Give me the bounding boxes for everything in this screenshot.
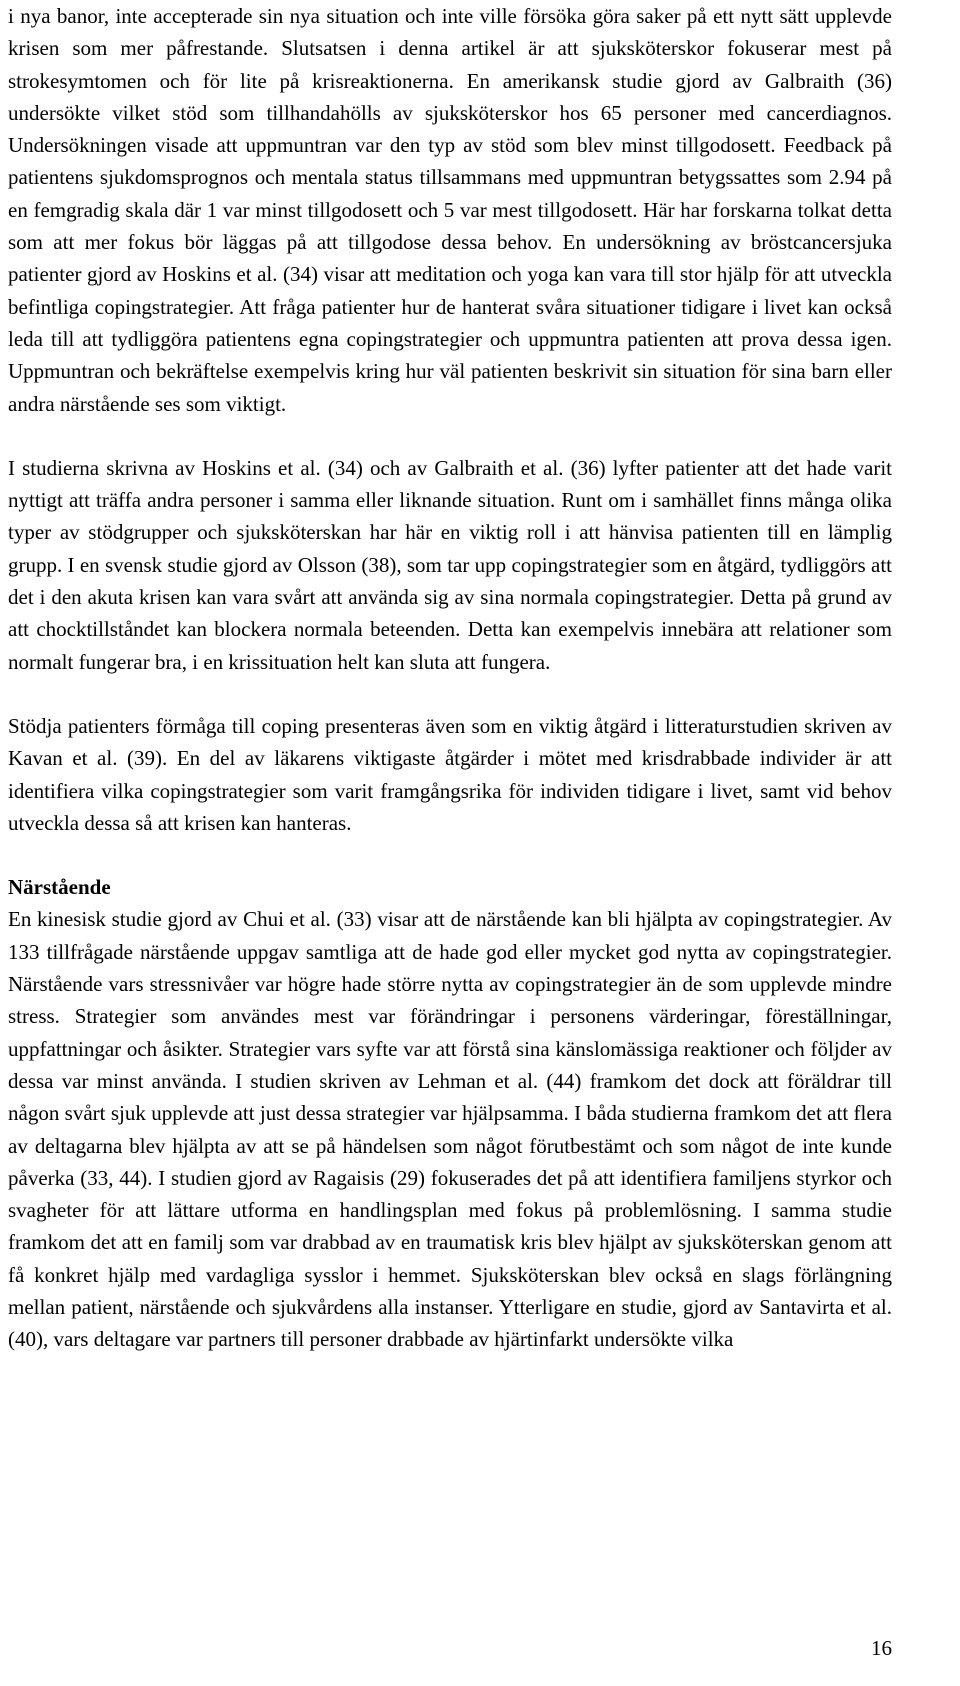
paragraph-spacer xyxy=(8,678,892,710)
body-paragraph-3: Stödja patienters förmåga till coping presenteras även som en viktig åtgärd i litteraturstudien skriven av Kavan et al. (39). En del av läkarens viktigaste åtgärder i mötet med krisdrabbade individer är att identifiera vilka copingstrategier som varit framgångsrika för individen tidigare i livet, samt vid behov utveckla dessa så att krisen kan hanteras. xyxy=(8,713,892,835)
body-paragraph-1: i nya banor, inte accepterade sin nya situation och inte ville försöka göra saker på ett nytt sätt upplevde krisen som mer påfrestande. Slutsatsen i denna artikel är att sjuksköterskor fokuserar mest på strokesymtomen och för lite på krisreaktionerna. En amerikansk studie gjord av Galbraith (36) undersökte vilket stöd som tillhandahölls av sjuksköterskor hos 65 personer med cancerdiagnos. Undersökningen visade att uppmuntran var den typ av stöd som blev minst tillgodosett. Feedback på patientens sjukdomsprognos och mentala status tillsammans med uppmuntran betygssattes som 2.94 på en femgradig skala där 1 var minst tillgodosett och 5 var mest tillgodosett. Här har forskarna tolkat detta som att mer fokus bör läggas på att tillgodose dessa behov. En undersökning av bröstcancersjuka patienter gjord av Hoskins et al. (34) visar att meditation och yoga kan vara till stor hjälp för att utveckla befintliga copingstrategier. Att fråga patienter hur de hanterat svåra situationer tidigare i livet kan också leda till att tydliggöra patientens egna copingstrategier och uppmuntra patienten att prova dessa igen. Uppmuntran och bekräftelse exempelvis kring hur väl patienten beskrivit sin situation för sina barn eller andra närstående ses som viktigt. xyxy=(8,4,892,416)
section-heading: Närstående xyxy=(8,875,111,900)
paragraph-spacer xyxy=(8,420,892,452)
paragraph-spacer xyxy=(8,839,892,871)
page-number: 16 xyxy=(871,1636,892,1660)
document-body xyxy=(8,0,892,1356)
body-paragraph-2: I studierna skrivna av Hoskins et al. (34) och av Galbraith et al. (36) lyfter patienter att det hade varit nyttigt att träffa andra personer i samma eller liknande situation. Runt om i samhället finns många olika typer av stödgrupper och sjuksköterskan har här en viktig roll i att hänvisa patienten till en lämplig grupp. I en svensk studie gjord av Olsson (38), som tar upp copingstrategier som en åtgärd, tydliggörs att det i den akuta krisen kan vara svårt att använda sig av sina normala copingstrategier. Detta på grund av att chocktillståndet kan blockera normala beteenden. Detta kan exempelvis innebära att relationer som normalt fungerar bra, i en krissituation helt kan sluta att fungera. xyxy=(8,455,892,674)
section-paragraph: En kinesisk studie gjord av Chui et al. (33) visar att de närstående kan bli hjälpta av copingstrategier. Av 133 tillfrågade närstående uppgav samtliga att de hade god eller mycket god nytta av copingstrategier. Närstående vars stressnivåer var högre hade större nytta av copingstrategier än de som upplevde mindre stress. Strategier som användes mest var förändringar i personens värderingar, föreställningar, uppfattningar och åsikter. Strategier vars syfte var att förstå sina känslomässiga reaktioner och följder av dessa var minst använda. I studien skriven av Lehman et al. (44) framkom det dock att föräldrar till någon svårt sjuk upplevde att just dessa strategier var hjälpsamma. I båda studierna framkom det att flera av deltagarna blev hjälpta av att se på händelsen som något förutbestämt och som något de inte kunde påverka (33, 44). I studien gjord av Ragaisis (29) fokuserades det på att identifiera familjens styrkor och svagheter för att lättare utforma en handlingsplan med fokus på problemlösning. I samma studie framkom det att en familj som var drabbad av en traumatisk kris blev hjälpt av sjuksköterskan genom att få konkret hjälp med vardagliga sysslor i hemmet. Sjuksköterskan blev också en slags förlängning mellan patient, närstående och sjukvårdens alla instanser. Ytterligare en studie, gjord av Santavirta et al. (40), vars deltagare var partners till personer drabbade av hjärtinfarkt undersökte vilka xyxy=(8,907,892,1352)
